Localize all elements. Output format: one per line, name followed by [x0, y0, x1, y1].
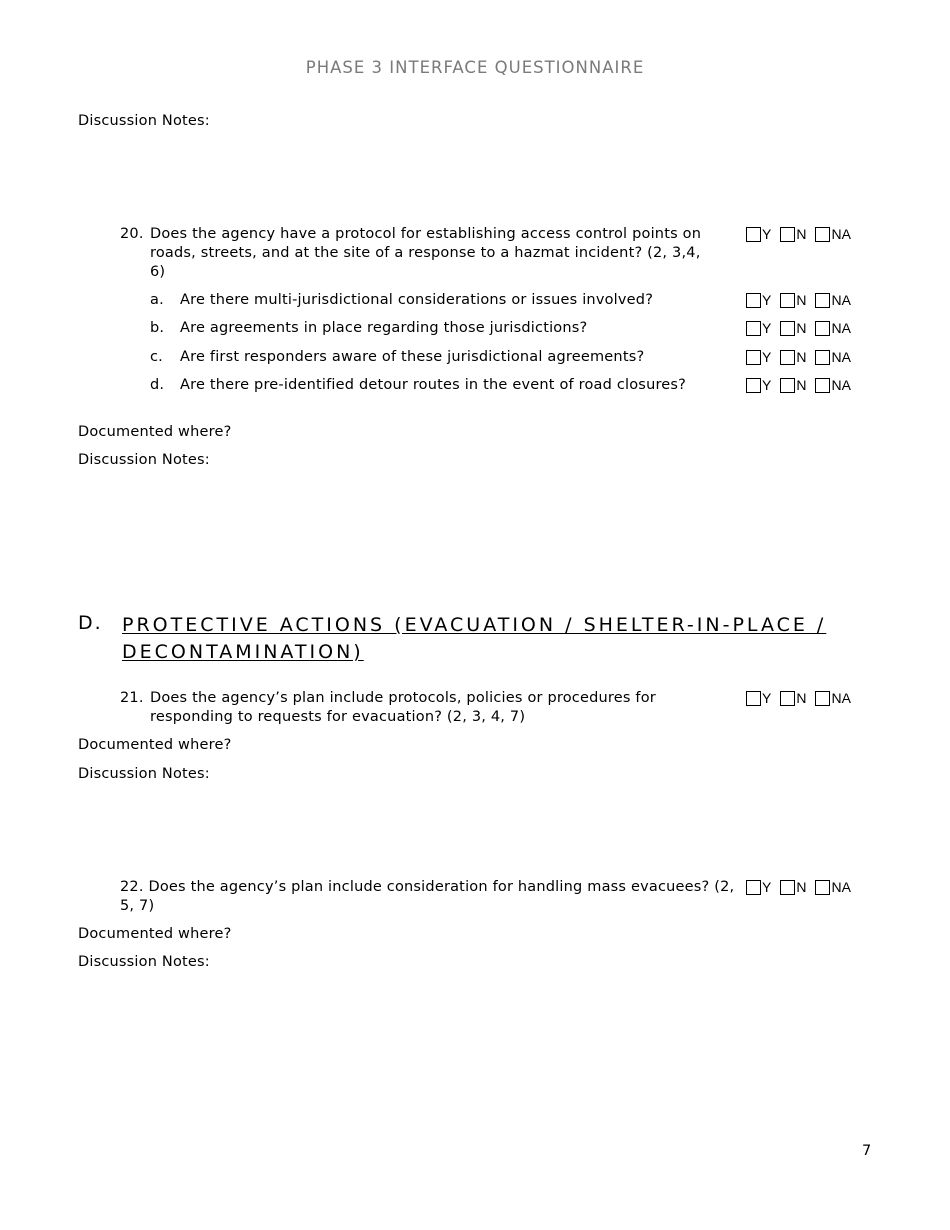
na-checkbox[interactable]: [815, 293, 830, 308]
section-letter: D.: [78, 612, 103, 634]
na-checkbox[interactable]: [815, 691, 830, 706]
no-checkbox[interactable]: [780, 691, 795, 706]
discussion-notes-label: Discussion Notes:: [78, 766, 210, 782]
page-number: 7: [862, 1143, 872, 1159]
na-checkbox[interactable]: [815, 880, 830, 895]
yes-checkbox[interactable]: [746, 378, 761, 393]
sub-question-letter: b.: [150, 320, 165, 336]
yes-checkbox[interactable]: [746, 227, 761, 242]
no-checkbox[interactable]: [780, 378, 795, 393]
page-header: PHASE 3 INTERFACE QUESTIONNAIRE: [305, 58, 645, 77]
question-number: 22.: [120, 879, 144, 895]
yes-checkbox[interactable]: [746, 321, 761, 336]
discussion-notes-label: Discussion Notes:: [78, 113, 210, 129]
sub-question-text: Are agreements in place regarding those jurisdictions?: [180, 320, 588, 336]
yes-no-na-group: Y N NA: [746, 348, 860, 367]
yes-no-na-group: Y N NA: [746, 319, 860, 338]
na-checkbox[interactable]: [815, 350, 830, 365]
yes-no-na-group: Y N NA: [746, 225, 860, 244]
documented-where-label: Documented where?: [78, 424, 232, 440]
na-checkbox[interactable]: [815, 378, 830, 393]
sub-question-letter: a.: [150, 292, 164, 308]
discussion-notes-label: Discussion Notes:: [78, 452, 210, 468]
yes-checkbox[interactable]: [746, 350, 761, 365]
no-checkbox[interactable]: [780, 227, 795, 242]
yes-checkbox[interactable]: [746, 880, 761, 895]
yes-no-na-group: Y N NA: [746, 376, 860, 395]
yes-no-na-group: Y N NA: [746, 878, 860, 897]
question-text: Does the agency’s plan include protocols, policies or procedures for responding to requests for evacuation? (2, 3, 4, 7): [150, 690, 656, 725]
yes-no-na-group: Y N NA: [746, 291, 860, 310]
documented-where-label: Documented where?: [78, 926, 232, 942]
no-checkbox[interactable]: [780, 350, 795, 365]
section-title: PROTECTIVE ACTIONS (EVACUATION / SHELTER-IN-PLACE / DECONTAMINATION): [122, 614, 827, 663]
question-text: Does the agency have a protocol for establishing access control points on roads, streets, and at the site of a response to a hazmat incident? (2, 3,4, 6): [150, 226, 702, 280]
sub-question-text: Are first responders aware of these jurisdictional agreements?: [180, 349, 645, 365]
question-text: Does the agency’s plan include consideration for handling mass evacuees? (2, 5, 7): [120, 879, 735, 914]
no-checkbox[interactable]: [780, 321, 795, 336]
sub-question-letter: c.: [150, 349, 163, 365]
sub-question-text: Are there pre-identified detour routes in the event of road closures?: [180, 377, 687, 393]
question-text-block: [120, 878, 740, 916]
question-number: 21.: [120, 690, 144, 706]
yes-checkbox[interactable]: [746, 691, 761, 706]
na-checkbox[interactable]: [815, 227, 830, 242]
no-checkbox[interactable]: [780, 293, 795, 308]
question-number: 20.: [120, 226, 144, 242]
yes-checkbox[interactable]: [746, 293, 761, 308]
yes-no-na-group: Y N NA: [746, 689, 860, 708]
sub-question-text: Are there multi-jurisdictional considerations or issues involved?: [180, 292, 654, 308]
na-checkbox[interactable]: [815, 321, 830, 336]
discussion-notes-label: Discussion Notes:: [78, 954, 210, 970]
documented-where-label: Documented where?: [78, 737, 232, 753]
no-checkbox[interactable]: [780, 880, 795, 895]
sub-question-letter: d.: [150, 377, 165, 393]
